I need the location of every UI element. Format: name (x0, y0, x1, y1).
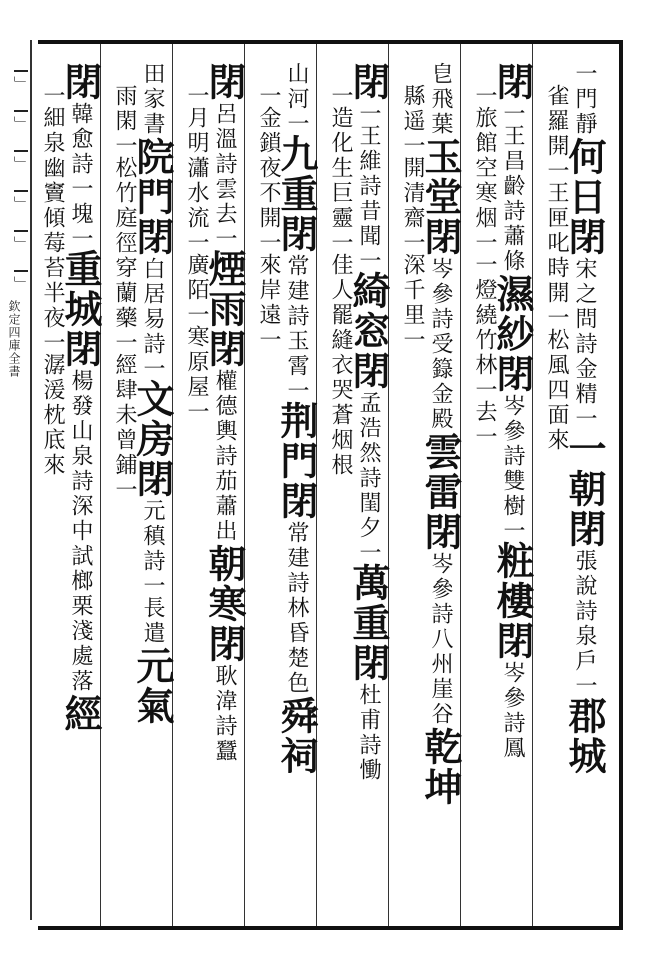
annotation-text: 潺湲枕底來 (40, 353, 65, 478)
annotation-text: 深千里 (400, 253, 425, 328)
repeat-mark: 一 (400, 134, 425, 156)
annotation-text: 宋之問詩金精 (572, 257, 597, 407)
annotation-text: 佳人罷縫衣 (328, 253, 353, 378)
repeat-mark: 一 (472, 84, 497, 106)
text-column (257, 84, 279, 934)
heading-phrase: 綺窓閉 (346, 271, 391, 391)
annotation-text: 楊發山泉詩深中試榔栗淺處落 (68, 369, 93, 694)
heading-phrase: 重城閉 (58, 249, 103, 369)
annotation-text: 呂溫詩雲去 (212, 102, 237, 227)
heading-phrase: 舜祠 (274, 696, 319, 776)
text-column (274, 62, 319, 912)
edge-mark: ﹂ (14, 110, 28, 122)
annotation-text: 長遣 (140, 596, 165, 646)
repeat-mark: 一 (284, 112, 309, 134)
annotation-text: 雨閑 (112, 84, 137, 134)
annotation-text: 元稹詩 (140, 499, 165, 574)
repeat-mark: 一 (184, 303, 209, 325)
heading-phrase: 萬重閉 (346, 563, 391, 683)
annotation-text: 經肆未曾鋪 (112, 353, 137, 478)
annotation-text: 杜甫詩慟 (356, 683, 381, 783)
annotation-text: 雀羅開 (544, 84, 569, 159)
repeat-mark: 一 (68, 227, 93, 249)
text-column (545, 84, 567, 934)
repeat-mark: 一 (40, 331, 65, 353)
annotation-text: 松竹庭徑穿蘭藥 (112, 156, 137, 331)
annotation-text: 一門靜 (572, 62, 597, 137)
repeat-mark: 一 (544, 306, 569, 328)
repeat-mark: 一 (500, 102, 525, 124)
column-rule (100, 44, 101, 926)
heading-phrase: 閉 (58, 62, 103, 102)
heading-phrase: 元氣 (130, 646, 175, 726)
edge-mark: ﹂ (14, 270, 28, 282)
repeat-mark: 一 (400, 231, 425, 253)
text-column (329, 84, 351, 934)
annotation-text: 王昌齡詩蕭條 (500, 124, 525, 274)
repeat-mark: 一 (328, 84, 353, 106)
annotation-text: 岑參詩八州崖谷 (428, 552, 453, 727)
heading-phrase: 何日閉 (562, 137, 607, 257)
heading-phrase: 經 (58, 694, 103, 734)
annotation-text: 來岸遠 (256, 253, 281, 328)
annotation-text: 王維詩昔聞 (356, 124, 381, 249)
text-column (490, 62, 535, 912)
heading-phrase: 院門閉 (130, 137, 175, 257)
annotation-text: 廣陌 (184, 253, 209, 303)
annotation-text: 寒原 (184, 325, 209, 375)
annotation-text: 權德輿詩茄蕭出 (212, 369, 237, 544)
edge-mark: ﹂ (14, 150, 28, 162)
annotation-text: 白居易詩 (140, 257, 165, 357)
annotation-text: 田家書 (140, 62, 165, 137)
heading-phrase: 朝寒閉 (202, 544, 247, 664)
annotation-text: 岑參詩受籙金殿 (428, 257, 453, 432)
heading-phrase: 一朝閉 (562, 429, 607, 549)
repeat-mark: 一 (572, 407, 597, 429)
edge-mark: ﹂ (14, 190, 28, 202)
annotation-text: 金鎖夜不開 (256, 106, 281, 231)
annotation-text: 常建詩玉霄 (284, 254, 309, 379)
heading-phrase: 濕紗閉 (490, 274, 535, 394)
repeat-mark: 一 (356, 102, 381, 124)
page-frame (38, 40, 623, 930)
annotation-text: 山河 (284, 62, 309, 112)
repeat-mark: 一 (184, 400, 209, 422)
heading-phrase: 文房閉 (130, 379, 175, 499)
text-column (130, 62, 175, 912)
heading-phrase: 玉堂閉 (418, 137, 463, 257)
annotation-text: 去 (472, 400, 497, 425)
annotation-text: 王匣叱時開 (544, 181, 569, 306)
adjacent-page-rule (30, 40, 32, 920)
running-title: 欽定四庫全書 (7, 300, 21, 378)
heading-phrase: 荆門閉 (274, 401, 319, 521)
annotation-text: 細泉幽竇傾 (40, 106, 65, 231)
annotation-text: 一燈繞竹林 (472, 253, 497, 378)
annotation-text: 屋 (184, 375, 209, 400)
annotation-text: 造化生巨靈 (328, 106, 353, 231)
repeat-mark: 一 (284, 379, 309, 401)
annotation-text: 松風四面來 (544, 328, 569, 453)
repeat-mark: 一 (256, 328, 281, 350)
text-column (401, 84, 423, 934)
heading-phrase: 乾坤 (418, 727, 463, 807)
annotation-text: 哭蒼烟根 (328, 378, 353, 478)
repeat-mark: 一 (356, 249, 381, 271)
column-rule (244, 44, 245, 926)
repeat-mark: 一 (500, 519, 525, 541)
text-column (185, 84, 207, 934)
text-column (473, 84, 495, 934)
text-column (346, 62, 391, 912)
repeat-mark: 一 (544, 159, 569, 181)
text-column (113, 84, 135, 934)
annotation-text: 耿湋詩蠶 (212, 664, 237, 764)
heading-phrase: 郡城 (562, 696, 607, 776)
annotation-text: 韓愈詩一塊 (68, 102, 93, 227)
annotation-text: 岑參詩雙樹 (500, 394, 525, 519)
heading-phrase: 九重閉 (274, 134, 319, 254)
text-column (202, 62, 247, 912)
annotation-text: 旅館空寒烟 (472, 106, 497, 231)
heading-phrase: 煙雨閉 (202, 249, 247, 369)
repeat-mark: 一 (472, 425, 497, 447)
annotation-text: 莓苔半夜 (40, 231, 65, 331)
text-column (58, 62, 103, 912)
heading-phrase: 粧樓閉 (490, 541, 535, 661)
repeat-mark: 一 (140, 357, 165, 379)
repeat-mark: 一 (256, 84, 281, 106)
repeat-mark: 一 (140, 574, 165, 596)
repeat-mark: 一 (400, 328, 425, 350)
text-column (41, 84, 63, 934)
heading-phrase: 閉 (346, 62, 391, 102)
edge-mark: ﹂ (14, 70, 28, 82)
annotation-text: 皀飛葉 (428, 62, 453, 137)
column-rule (532, 44, 533, 926)
repeat-mark: 一 (184, 84, 209, 106)
column-rule (388, 44, 389, 926)
adjacent-page-edge (0, 0, 38, 965)
edge-mark: ﹂ (14, 230, 28, 242)
annotation-text: 縣遥 (400, 84, 425, 134)
annotation-text: 常建詩林昏楚色 (284, 521, 309, 696)
repeat-mark: 一 (472, 231, 497, 253)
heading-phrase: 閉 (490, 62, 535, 102)
annotation-text: 張說詩泉戶 (572, 549, 597, 674)
text-column (418, 62, 463, 912)
heading-phrase: 雲雷閉 (418, 432, 463, 552)
repeat-mark: 一 (112, 478, 137, 500)
repeat-mark: 一 (356, 541, 381, 563)
annotation-text: 岑參詩鳳 (500, 661, 525, 761)
repeat-mark: 一 (112, 331, 137, 353)
annotation-text: 月明瀟水流 (184, 106, 209, 231)
annotation-text: 孟浩然詩閨夕 (356, 391, 381, 541)
repeat-mark: 一 (328, 231, 353, 253)
repeat-mark: 一 (212, 227, 237, 249)
heading-phrase: 閉 (202, 62, 247, 102)
repeat-mark: 一 (256, 231, 281, 253)
repeat-mark: 一 (184, 231, 209, 253)
annotation-text: 開清齋 (400, 156, 425, 231)
repeat-mark: 一 (112, 134, 137, 156)
text-column (562, 62, 607, 912)
repeat-mark: 一 (40, 84, 65, 106)
repeat-mark: 一 (472, 378, 497, 400)
repeat-mark: 一 (572, 674, 597, 696)
